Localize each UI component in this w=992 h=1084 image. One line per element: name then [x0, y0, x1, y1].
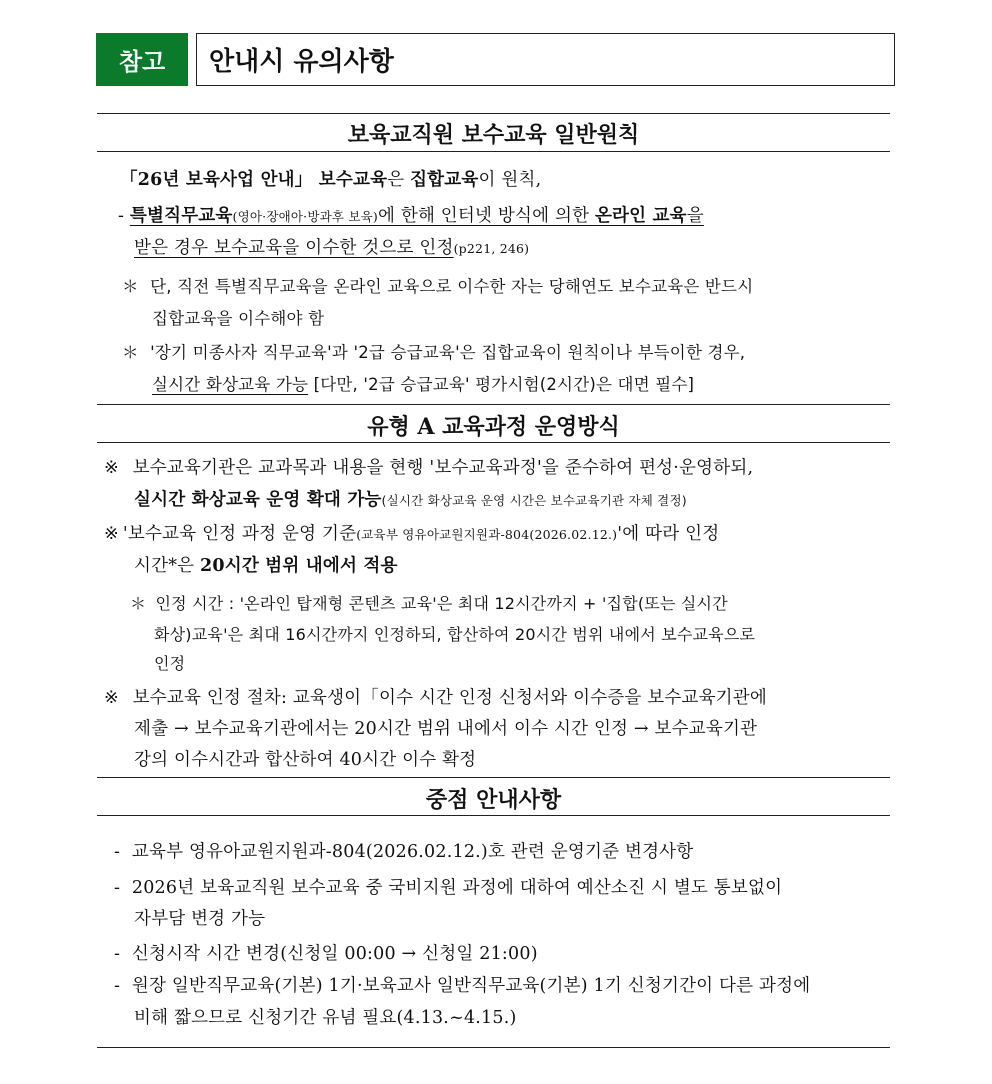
reference-badge: 참고 — [96, 33, 188, 86]
note-1-line-2: 집합교육을 이수해야 함 — [152, 309, 325, 328]
notice-item-2-line-2: 자부담 변경 가능 — [134, 909, 266, 929]
text: 은 — [387, 170, 411, 190]
text: 보수교육기관은 교과목과 내용을 현행 '보수교육과정'을 준수하여 편성·운영하되, — [132, 458, 754, 478]
typea-note-line-1 — [130, 591, 728, 614]
notice-item-1 — [114, 838, 693, 863]
note-2-line-1 — [122, 339, 745, 363]
note-2-line-2 — [152, 371, 694, 395]
typea-item-1-line-2 — [134, 486, 687, 511]
text-bold: 온라인 교육 — [594, 206, 687, 226]
text: '보수교육 인정 과정 운영 기준 — [122, 524, 357, 544]
text: 신청시작 시간 변경(신청일 00:00 → 신청일 21:00) — [131, 944, 538, 964]
asterisk-mark: ＊ — [122, 277, 139, 296]
text: 보수교육 인정 절차: 교육생이「이수 시간 인정 신청서와 이수증을 보수교육기관에 — [132, 688, 768, 708]
text: '에 따라 인정 — [617, 524, 720, 544]
text-bold: 실시간 화상교육 운영 확대 가능 — [134, 490, 382, 510]
text: 2026년 보육교직원 보수교육 중 국비지원 과정에 대하여 예산소진 시 별도 통보없이 — [131, 878, 783, 898]
text: 교육부 영유아교원지원과-804(2026.02.12.)호 관련 운영기준 변경사항 — [131, 842, 694, 862]
page-reference: (p221, 246) — [453, 241, 530, 256]
principle-line-3 — [134, 234, 529, 259]
typea-item-2-line-2 — [134, 552, 398, 577]
notice-item-4-line-2: 비해 짧으므로 신청기간 유념 필요(4.13.~4.15.) — [134, 1008, 517, 1028]
divider — [97, 404, 890, 405]
guide-title: 「26년 보육사업 안내」 — [120, 170, 313, 190]
text: 원장 일반직무교육(기본) 1기·보육교사 일반직무교육(기본) 1기 신청기간이 다른 과정에 — [131, 976, 811, 996]
notice-item-4-line-1 — [114, 972, 810, 997]
reference-mark: ※ — [104, 458, 119, 478]
note-1-line-1 — [122, 273, 753, 297]
typea-item-1-line-1 — [104, 454, 753, 479]
dash: - — [118, 206, 130, 226]
typea-item-2-line-1 — [104, 520, 719, 545]
divider — [97, 777, 890, 778]
text-small: (교육부 영유아교원지원과-804(2026.02.12.) — [356, 527, 618, 542]
text-bold: 20시간 범위 내에서 적용 — [200, 556, 398, 576]
text: '장기 미종사자 직무교육'과 '2급 승급교육'은 집합교육이 원칙이나 부득이한 경우, — [150, 343, 746, 362]
text: 에 한해 인터넷 방식에 의한 — [377, 206, 595, 226]
text-underlined: 받은 경우 보수교육을 이수한 것으로 인정 — [134, 238, 454, 258]
divider — [97, 113, 890, 114]
notice-item-3 — [114, 940, 538, 965]
asterisk-mark: ＊ — [130, 594, 147, 613]
asterisk-mark: ＊ — [122, 343, 139, 362]
section-title-notice: 중점 안내사항 — [425, 787, 562, 813]
page-header — [96, 33, 895, 86]
section-title-principle: 보육교직원 보수교육 일반원칙 — [347, 122, 640, 148]
text-bold: 보수교육 — [312, 170, 388, 190]
divider — [97, 815, 890, 816]
divider — [97, 1047, 890, 1048]
text-bold: 특별직무교육 — [129, 206, 233, 226]
text: 단, 직전 특별직무교육을 온라인 교육으로 이수한 자는 당해연도 보수교육은 반드시 — [150, 277, 754, 296]
principle-line-2 — [118, 202, 704, 227]
text: 시간*은 — [134, 556, 201, 576]
section-title-type-a: 유형 A 교육과정 운영방식 — [367, 414, 620, 440]
dash: - — [114, 878, 121, 898]
page-title: 안내시 유의사항 — [196, 33, 895, 86]
principle-line-1 — [120, 166, 541, 191]
text-bold: 집합교육 — [410, 170, 479, 190]
reference-mark: ※ — [104, 524, 119, 544]
dash: - — [114, 944, 121, 964]
dash: - — [114, 842, 121, 862]
text: 을 — [686, 206, 704, 226]
typea-item-3-line-1 — [104, 684, 767, 709]
text-small: (영아·장애아·방과후 보육) — [232, 209, 378, 224]
text: 인정 시간 : '온라인 탑재형 콘텐츠 교육'은 최대 12시간까지 + '집합(또는 실시간 — [155, 594, 728, 613]
typea-note-line-3: 인정 — [154, 654, 186, 673]
divider — [97, 442, 890, 443]
dash: - — [114, 976, 121, 996]
typea-item-3-line-3: 강의 이수시간과 합산하여 40시간 이수 확정 — [134, 750, 477, 770]
typea-note-line-2: 화상)교육'은 최대 16시간까지 인정하되, 합산하여 20시간 범위 내에서 보수교육으로 — [154, 625, 756, 644]
text: [다만, '2급 승급교육' 평가시험(2시간)은 대면 필수] — [308, 375, 695, 394]
divider — [97, 151, 890, 152]
typea-item-3-line-2: 제출 → 보수교육기관에서는 20시간 범위 내에서 이수 시간 인정 → 보수교육기관 — [134, 719, 758, 739]
notice-item-2-line-1 — [114, 874, 782, 899]
text-small: (실시간 화상교육 운영 시간은 보수교육기관 자체 결정) — [381, 493, 687, 508]
text-underlined: 실시간 화상교육 가능 — [152, 375, 309, 394]
reference-mark: ※ — [104, 688, 119, 708]
text: 이 원칙, — [478, 170, 542, 190]
